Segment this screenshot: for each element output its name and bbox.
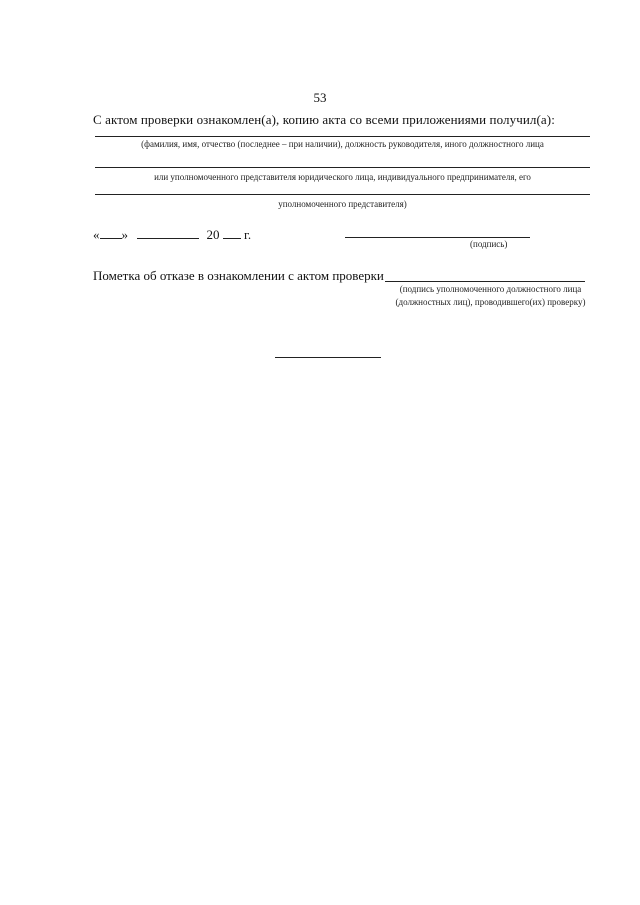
refusal-signature-line[interactable]	[385, 281, 585, 282]
name-caption-line-1: (фамилия, имя, отчество (последнее – при наличии), должность руководителя, иного должностного лица	[141, 139, 544, 149]
year-blank[interactable]	[223, 226, 241, 239]
acknowledgement-text: С актом проверки ознакомлен(а), копию акта со всеми приложениями получил(а):	[93, 112, 555, 127]
date-century: 20	[206, 227, 220, 242]
date-close-quote: »	[121, 227, 128, 242]
closing-divider	[275, 357, 381, 358]
name-fill-line-2	[95, 167, 590, 168]
month-blank[interactable]	[137, 226, 199, 239]
signature-caption: (подпись)	[470, 239, 508, 249]
name-fill-line-1	[95, 136, 590, 137]
date-line	[93, 226, 251, 243]
page-number: 53	[313, 90, 327, 105]
day-blank[interactable]	[100, 226, 122, 239]
date-open-quote: «	[93, 227, 100, 242]
name-caption-line-3: уполномоченного представителя)	[278, 199, 407, 209]
date-year-suffix: г.	[244, 227, 252, 242]
name-caption-line-2: или уполномоченного представителя юридического лица, индивидуального предпринимателя, его	[154, 172, 531, 182]
signature-line[interactable]	[345, 237, 530, 238]
refusal-caption: (подпись уполномоченного должностного лица (должностных лиц), проводившего(их) проверку)	[395, 284, 586, 307]
name-fill-line-3	[95, 194, 590, 195]
refusal-note-text: Пометка об отказе в ознакомлении с актом проверки	[93, 268, 384, 283]
